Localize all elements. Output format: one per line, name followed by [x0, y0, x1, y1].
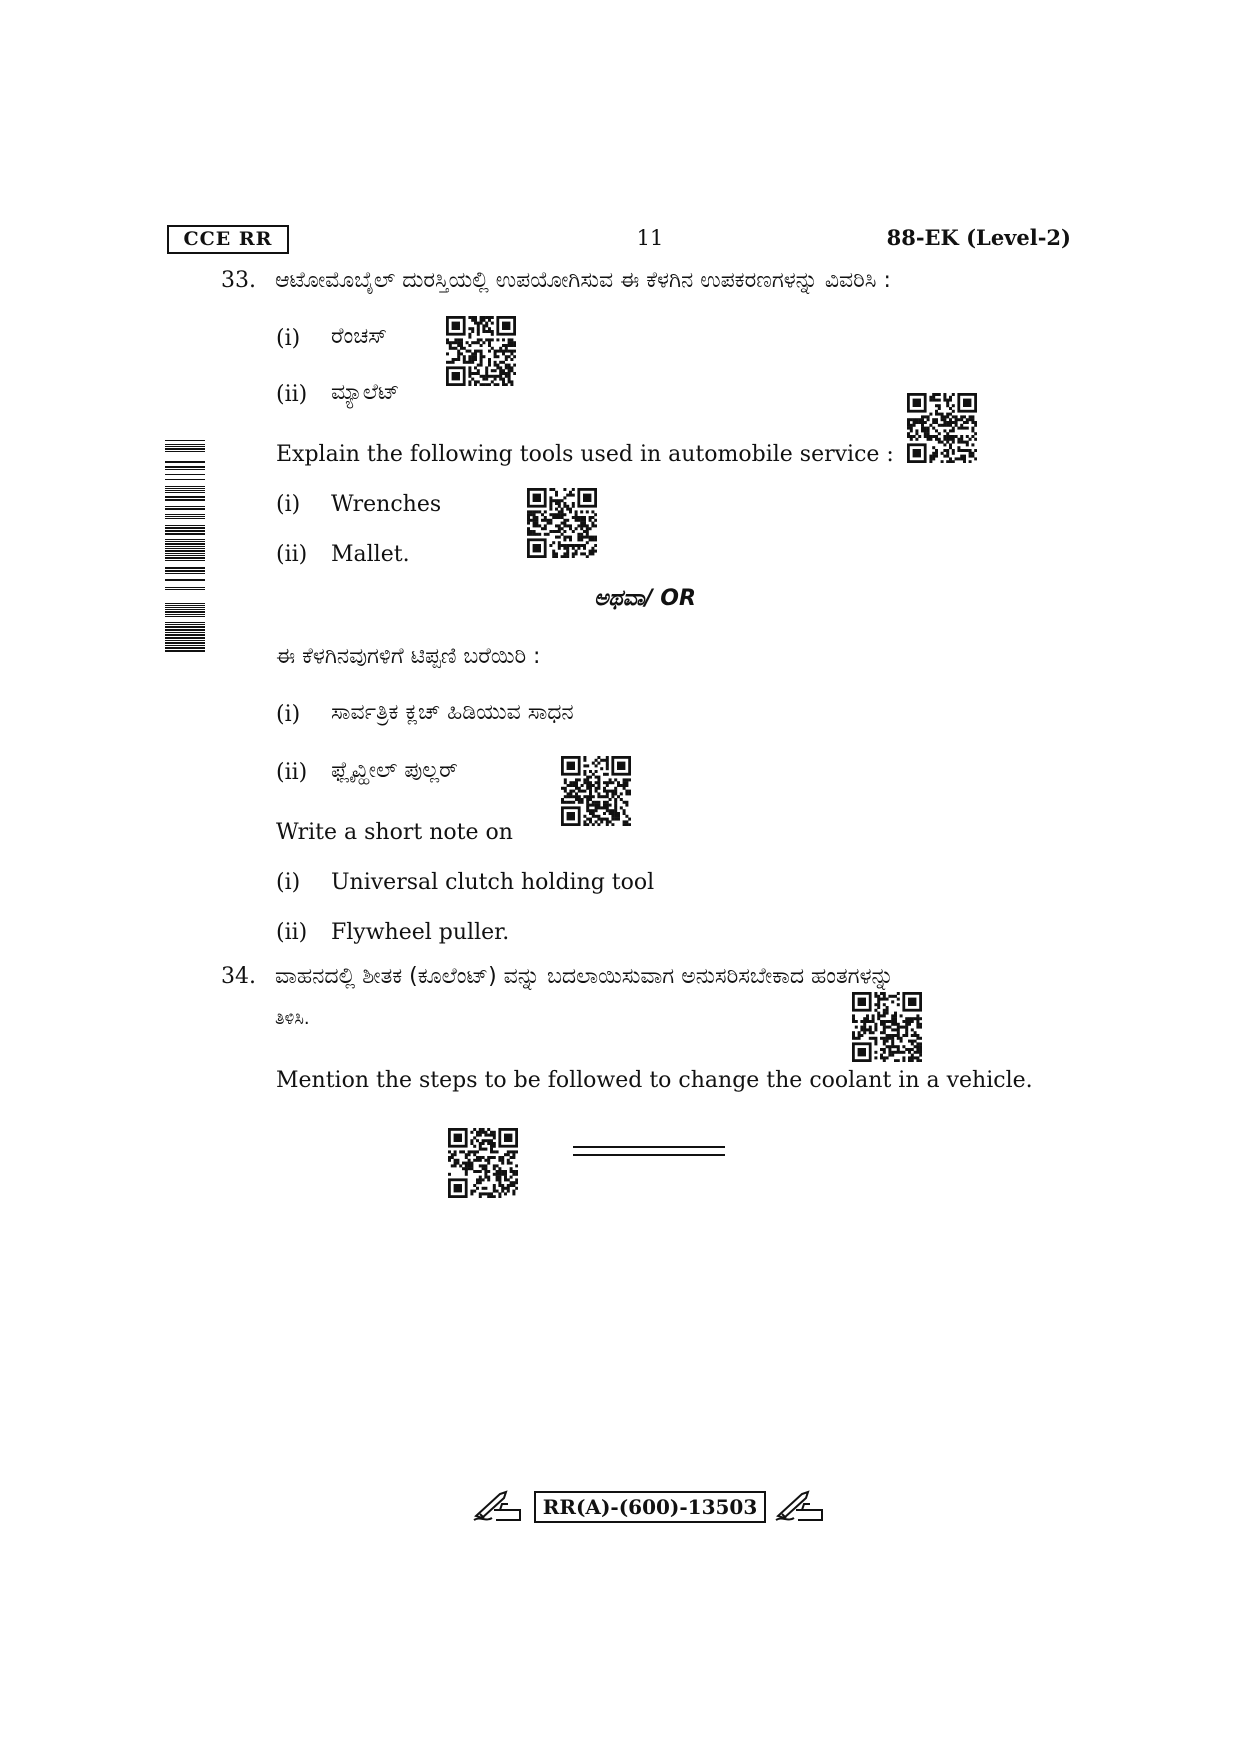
q33-kannada-item-2-num: (ii)	[276, 382, 308, 407]
qr-code-icon	[446, 316, 516, 386]
question-number-33: 33.	[221, 268, 256, 293]
writing-hand-icon	[772, 1486, 828, 1524]
q33-english-item-1-num: (i)	[276, 492, 301, 517]
q33-kannada-item-1-num: (i)	[276, 326, 301, 351]
q33-alt-english-item-1: Universal clutch holding tool	[331, 870, 655, 895]
q34-kannada-line-2: ತಿಳಿಸಿ.	[275, 1008, 310, 1029]
writing-hand-icon	[470, 1486, 526, 1524]
q33-english-item-2: Mallet.	[331, 542, 410, 567]
q33-alt-english-prompt: Write a short note on	[276, 820, 513, 845]
qr-code-icon	[852, 992, 922, 1062]
q33-alt-english-item-1-num: (i)	[276, 870, 301, 895]
q33-alt-kannada-item-2: ಫ್ಲೈವ್ಹೀಲ್ ಪುಲ್ಲರ್	[331, 758, 458, 783]
qr-code-icon	[561, 756, 631, 826]
q33-alt-english-item-2: Flywheel puller.	[331, 920, 510, 945]
qr-code-icon	[527, 488, 597, 558]
q33-alt-kannada-prompt: ಈ ಕೆಳಗಿನವುಗಳಿಗೆ ಟಿಪ್ಪಣಿ ಬರೆಯಿರಿ :	[276, 644, 541, 669]
q33-kannada-item-1: ರೆಂಚಸ್	[331, 324, 388, 349]
qr-code-icon	[907, 393, 977, 463]
q33-alt-kannada-item-1: ಸಾರ್ವತ್ರಿಕ ಕ್ಲಚ್ ಹಿಡಿಯುವ ಸಾಧನ	[331, 700, 574, 725]
barcode-icon	[165, 440, 205, 652]
exam-scheme-box: CCE RR	[167, 225, 289, 254]
q33-alt-kannada-item-1-num: (i)	[276, 702, 301, 727]
q33-alt-english-item-2-num: (ii)	[276, 920, 308, 945]
q33-alt-kannada-item-2-num: (ii)	[276, 760, 308, 785]
q33-english-prompt: Explain the following tools used in automobile service :	[276, 442, 894, 467]
q33-kannada-item-2: ಮ್ಯಾಲೆಟ್	[331, 380, 400, 405]
question-number-34: 34.	[221, 964, 256, 989]
q34-kannada-line-1: ವಾಹನದಲ್ಲಿ ಶೀತಕ (ಕೂಲೆಂಟ್) ವನ್ನು ಬದಲಾಯಿಸುವಾಗ ಅನುಸರಿಸಬೇಕಾದ ಹಂತಗಳನ್ನು	[275, 964, 894, 989]
footer-paper-code: RR(A)-(600)-13503	[534, 1491, 766, 1523]
end-of-questions-rule	[573, 1146, 725, 1156]
q33-english-item-1: Wrenches	[331, 492, 442, 517]
page-number: 11	[636, 226, 664, 250]
q33-english-item-2-num: (ii)	[276, 542, 308, 567]
qr-code-icon	[448, 1128, 518, 1198]
paper-code: 88-EK (Level-2)	[886, 225, 1071, 250]
q33-kannada-prompt: ಆಟೋಮೊಬೈಲ್ ದುರಸ್ತಿಯಲ್ಲಿ ಉಪಯೋಗಿಸುವ ಈ ಕೆಳಗಿನ ಉಪಕರಣಗಳನ್ನು ವಿವರಿಸಿ :	[275, 268, 891, 293]
q34-english-prompt: Mention the steps to be followed to change the coolant in a vehicle.	[276, 1068, 1033, 1093]
or-label: ಅಥವಾ/ OR	[594, 586, 696, 611]
